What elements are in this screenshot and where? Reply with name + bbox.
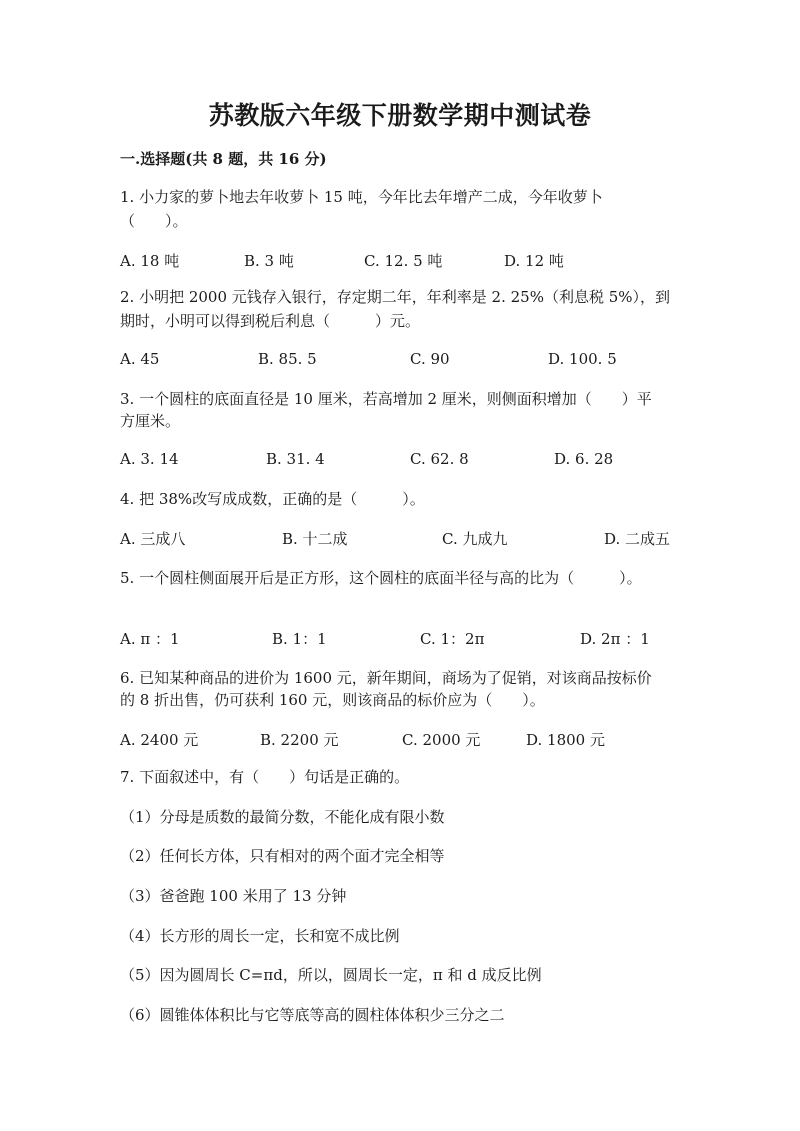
question-1-option-d[interactable]: D. 12 吨 [504,252,564,270]
question-4-option-c[interactable]: C. 九成九 [442,530,508,548]
question-4-line-1: 4. 把 38%改写成成数，正确的是（ ）。 [120,490,425,508]
question-1-line-1: 1. 小力家的萝卜地去年收萝卜 15 吨，今年比去年增产二成，今年收萝卜 [120,188,603,206]
question-2-option-d[interactable]: D. 100. 5 [548,350,617,368]
question-3-option-c[interactable]: C. 62. 8 [410,450,469,468]
question-2-line-1: 2. 小明把 2000 元钱存入银行，存定期二年，年利率是 2. 25%（利息税 5%），到 [120,288,671,306]
question-1-option-b[interactable]: B. 3 吨 [244,252,294,270]
question-6-line-2: 的 8 折出售，仍可获利 160 元，则该商品的标价应为（ ）。 [120,691,545,709]
question-4-option-b[interactable]: B. 十二成 [282,530,348,548]
question-7-statement-2: （2）任何长方体，只有相对的两个面才完全相等 [120,847,445,865]
question-2-option-c[interactable]: C. 90 [410,350,450,368]
question-7-statement-1: （1）分母是质数的最简分数，不能化成有限小数 [120,808,445,826]
question-3-option-d[interactable]: D. 6. 28 [554,450,614,468]
question-1-line-2: （ ）。 [120,212,188,230]
question-7-line-1: 7. 下面叙述中，有（ ）句话是正确的。 [120,768,410,786]
question-2-option-a[interactable]: A. 45 [120,350,160,368]
question-7-statement-5: （5）因为圆周长 C=πd，所以，圆周长一定，π 和 d 成反比例 [120,966,542,984]
question-6-option-a[interactable]: A. 2400 元 [120,731,199,749]
question-1-option-a[interactable]: A. 18 吨 [120,252,180,270]
question-3-option-b[interactable]: B. 31. 4 [266,450,325,468]
question-6-option-b[interactable]: B. 2200 元 [260,731,339,749]
question-6-option-c[interactable]: C. 2000 元 [402,731,481,749]
question-6-option-d[interactable]: D. 1800 元 [526,731,605,749]
question-7-statement-6: （6）圆锥体体积比与它等底等高的圆柱体体积少三分之二 [120,1006,505,1024]
exam-title: 苏教版六年级下册数学期中测试卷 [208,101,592,130]
question-3-line-1: 3. 一个圆柱的底面直径是 10 厘米，若高增加 2 厘米，则侧面积增加（ ）平 [120,390,652,408]
question-3-option-a[interactable]: A. 3. 14 [120,450,179,468]
question-2-line-2: 期时，小明可以得到税后利息（ ）元。 [120,312,421,330]
question-4-option-d[interactable]: D. 二成五 [604,530,671,548]
section-heading: 一.选择题(共 8 题，共 16 分) [120,150,327,168]
question-5-option-d[interactable]: D. 2π ：1 [580,630,650,648]
question-3-line-2: 方厘米。 [120,412,181,430]
question-7-statement-4: （4）长方形的周长一定，长和宽不成比例 [120,927,400,945]
question-5-option-c[interactable]: C. 1：2π [420,630,485,648]
question-4-option-a[interactable]: A. 三成八 [120,530,186,548]
question-5-line-1: 5. 一个圆柱侧面展开后是正方形，这个圆柱的底面半径与高的比为（ ）。 [120,569,642,587]
question-1-option-c[interactable]: C. 12. 5 吨 [364,252,443,270]
question-2-option-b[interactable]: B. 85. 5 [258,350,317,368]
question-5-option-a[interactable]: A. π ：1 [120,630,180,648]
question-7-statement-3: （3）爸爸跑 100 米用了 13 分钟 [120,887,347,905]
question-6-line-1: 6. 已知某种商品的进价为 1600 元，新年期间，商场为了促销，对该商品按标价 [120,669,652,687]
question-5-option-b[interactable]: B. 1：1 [272,630,327,648]
